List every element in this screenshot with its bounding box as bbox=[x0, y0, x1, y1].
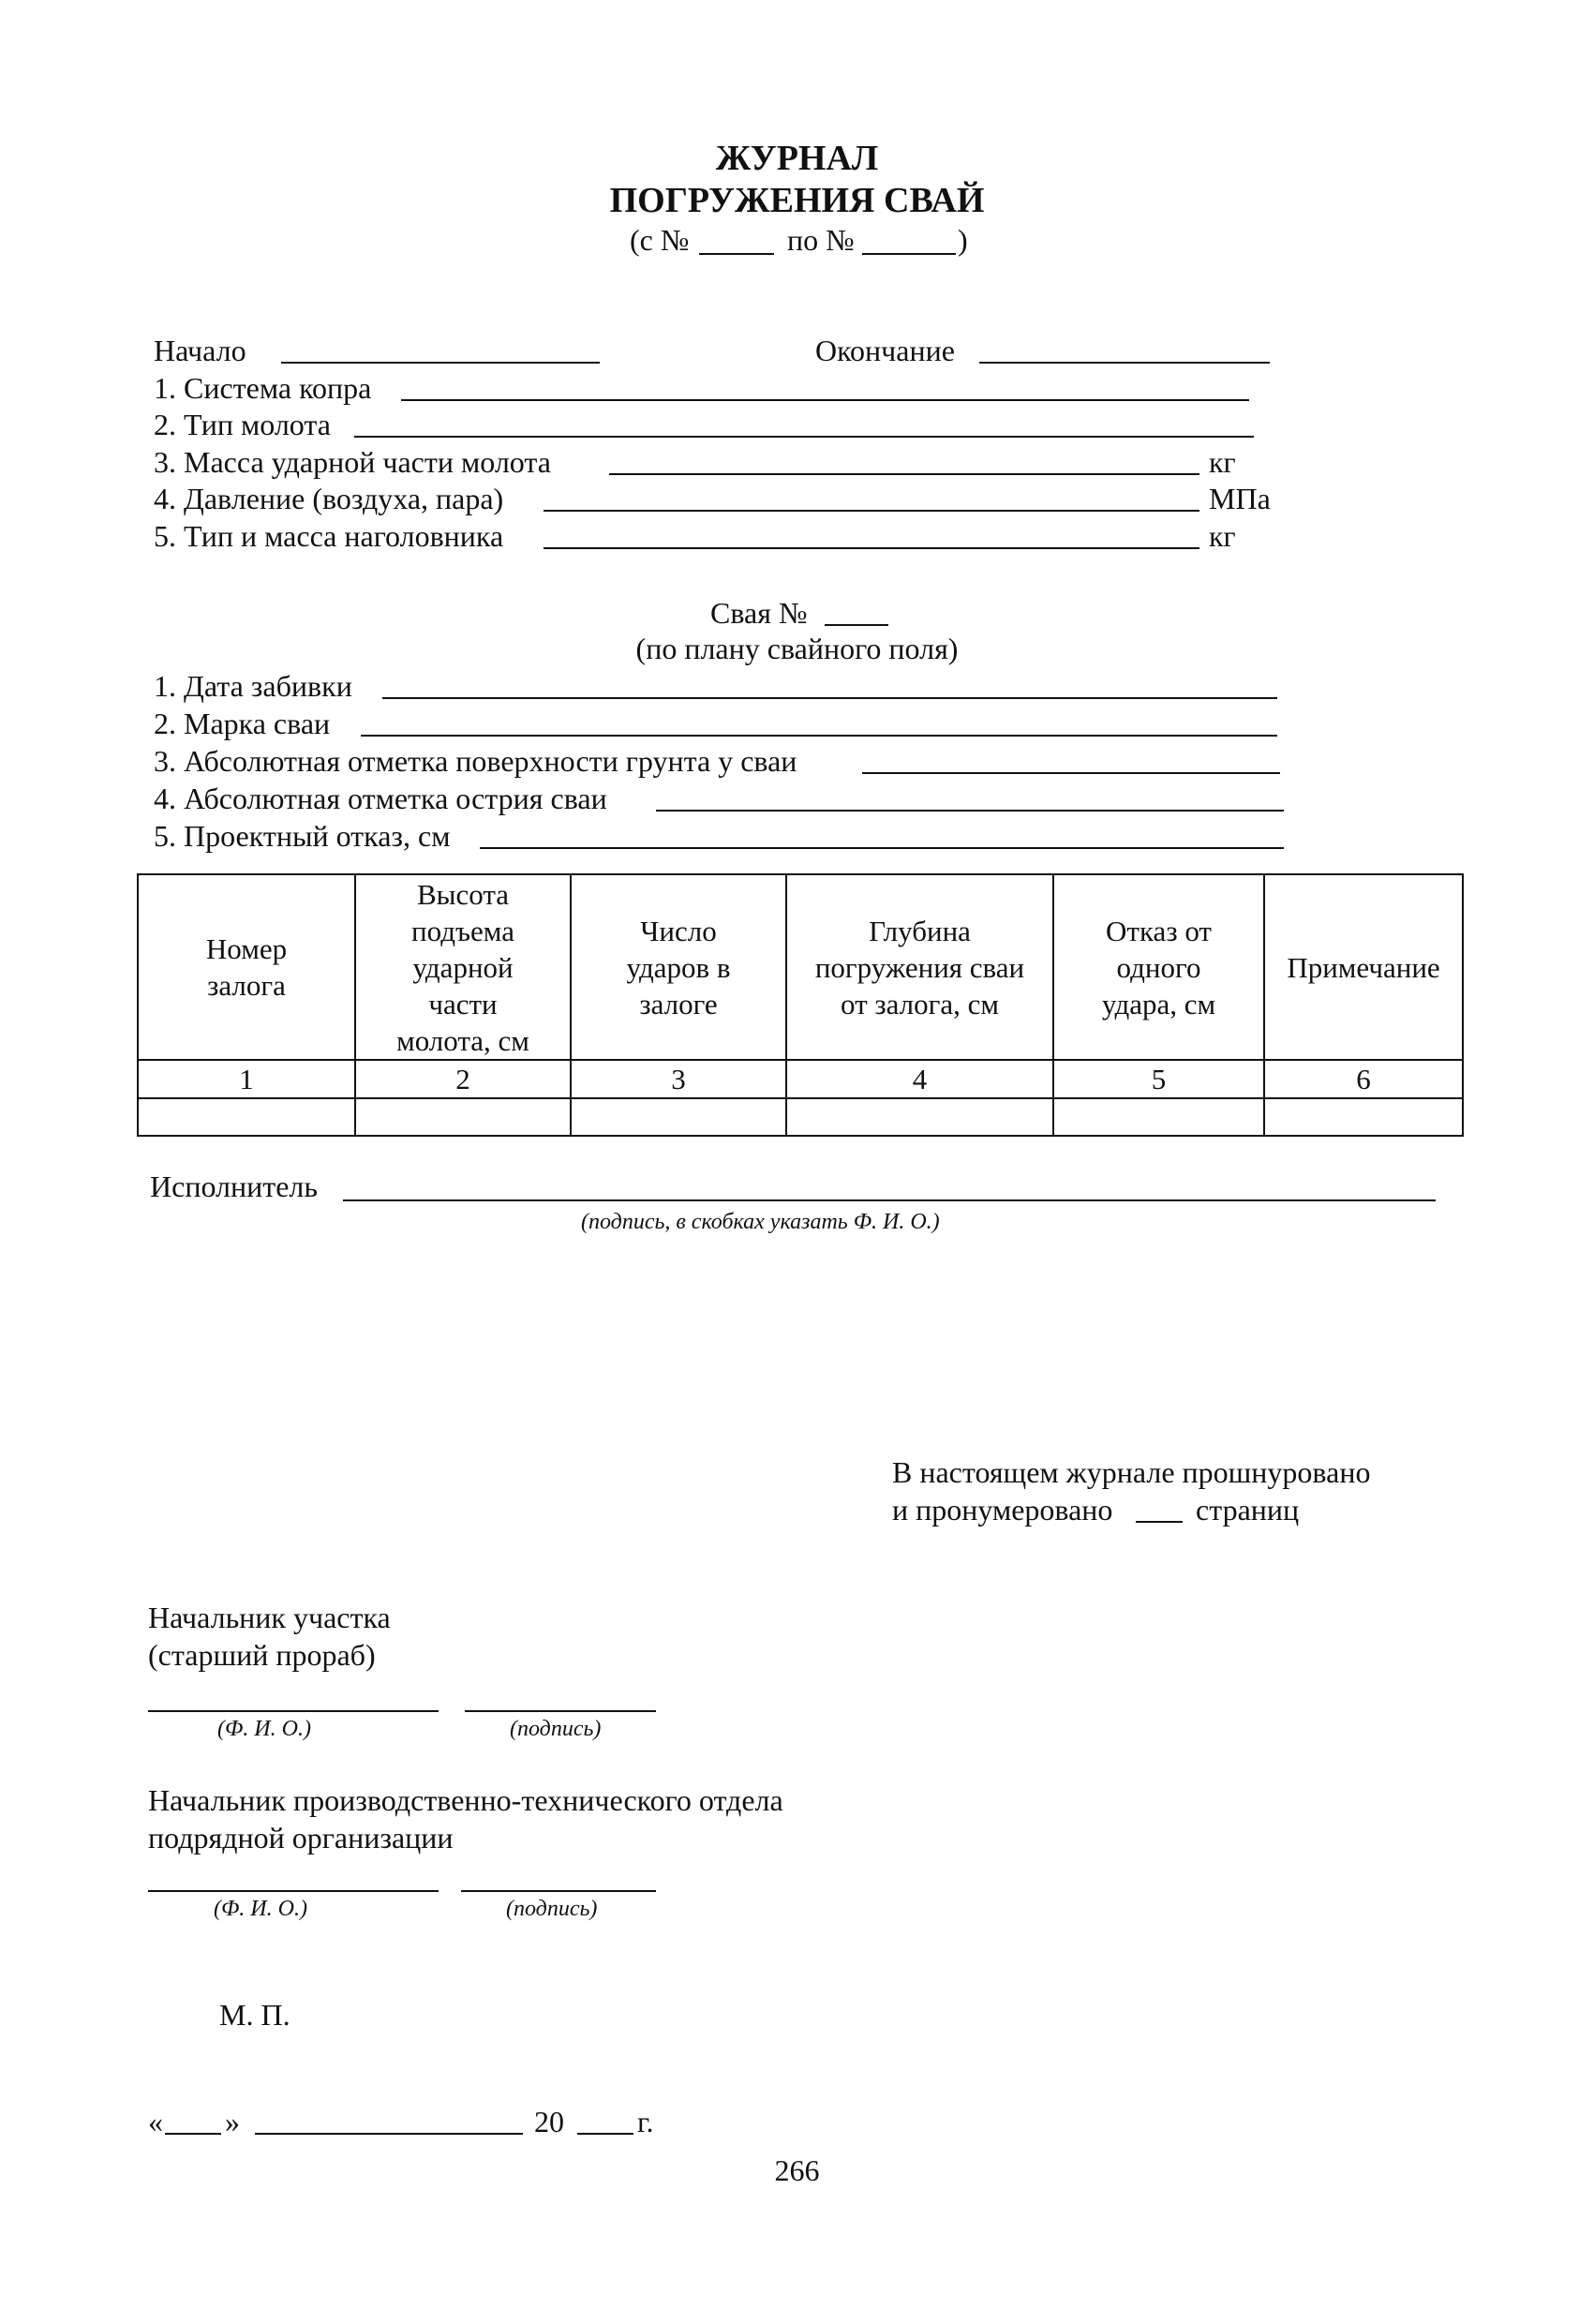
pto-chief-sign-field[interactable] bbox=[461, 1890, 656, 1892]
pile-field-2[interactable] bbox=[361, 735, 1277, 737]
executor-label: Исполнитель bbox=[150, 1169, 318, 1203]
table-cell[interactable] bbox=[355, 1098, 571, 1136]
date-close-quote: » bbox=[225, 2105, 240, 2138]
table-cell[interactable] bbox=[786, 1098, 1053, 1136]
page-count-field[interactable] bbox=[1136, 1521, 1183, 1523]
equipment-unit-4: МПа bbox=[1209, 482, 1271, 515]
journal-title: ЖУРНАЛ bbox=[715, 139, 879, 178]
range-from-label: (с № bbox=[630, 223, 690, 257]
pile-field-label-2: 2. Марка сваи bbox=[154, 707, 331, 740]
site-chief-subtitle: (старший прораб) bbox=[148, 1638, 376, 1672]
column-number-4: 4 bbox=[786, 1060, 1053, 1098]
date-day-field[interactable] bbox=[165, 2133, 221, 2135]
end-label: Окончание bbox=[815, 334, 955, 367]
equipment-label-1: 1. Система копра bbox=[154, 371, 372, 405]
pile-heading: Свая № bbox=[710, 596, 808, 630]
pile-field-5[interactable] bbox=[480, 847, 1284, 849]
column-number-3: 3 bbox=[571, 1060, 786, 1098]
column-number-1: 1 bbox=[138, 1060, 355, 1098]
date-year-field[interactable] bbox=[577, 2133, 633, 2135]
range-to-label: по № bbox=[787, 223, 855, 257]
column-number-5: 5 bbox=[1053, 1060, 1264, 1098]
site-chief-sign-hint: (подпись) bbox=[510, 1717, 602, 1741]
equipment-field-5[interactable] bbox=[544, 547, 1199, 549]
pile-field-label-4: 4. Абсолютная отметка острия сваи bbox=[154, 782, 607, 815]
equipment-unit-3: кг bbox=[1209, 445, 1236, 479]
equipment-field-1[interactable] bbox=[401, 399, 1249, 401]
journal-note-line1: В настоящем журнале прошнуровано bbox=[892, 1455, 1371, 1489]
start-label: Начало bbox=[154, 334, 246, 367]
table-cell[interactable] bbox=[571, 1098, 786, 1136]
equipment-label-2: 2. Тип молота bbox=[154, 408, 331, 441]
site-chief-title: Начальник участка bbox=[148, 1601, 391, 1634]
table-cell[interactable] bbox=[1264, 1098, 1463, 1136]
range-from-blank[interactable] bbox=[699, 253, 774, 255]
pile-field-label-5: 5. Проектный отказ, см bbox=[154, 819, 451, 853]
stamp-place: М. П. bbox=[219, 1998, 290, 2032]
table-cell[interactable] bbox=[1053, 1098, 1264, 1136]
column-header-5: Отказ от одного удара, см bbox=[1053, 874, 1264, 1060]
pile-field-1[interactable] bbox=[382, 697, 1277, 699]
pto-chief-subtitle: подрядной организации bbox=[148, 1821, 454, 1855]
column-header-6: Примечание bbox=[1264, 874, 1463, 1060]
site-chief-fio-hint: (Ф. И. О.) bbox=[217, 1717, 311, 1741]
column-header-2: Высота подъема ударной части молота, см bbox=[355, 874, 571, 1060]
journal-note-suffix: страниц bbox=[1196, 1493, 1300, 1527]
column-number-6: 6 bbox=[1264, 1060, 1463, 1098]
pile-field-3[interactable] bbox=[862, 772, 1280, 774]
range-to-blank[interactable] bbox=[862, 253, 956, 255]
equipment-unit-5: кг bbox=[1209, 519, 1236, 553]
date-month-field[interactable] bbox=[255, 2133, 523, 2135]
date-open-quote: « bbox=[148, 2105, 163, 2138]
journal-subtitle: ПОГРУЖЕНИЯ СВАЙ bbox=[609, 181, 985, 220]
pto-chief-fio-hint: (Ф. И. О.) bbox=[214, 1897, 307, 1921]
pto-chief-sign-hint: (подпись) bbox=[506, 1897, 598, 1921]
equipment-field-3[interactable] bbox=[609, 473, 1199, 475]
executor-signature-field[interactable] bbox=[343, 1199, 1436, 1201]
end-field[interactable] bbox=[979, 362, 1270, 364]
column-number-2: 2 bbox=[355, 1060, 571, 1098]
pile-subheading: (по плану свайного поля) bbox=[635, 632, 959, 665]
site-chief-sign-field[interactable] bbox=[465, 1710, 656, 1712]
start-field[interactable] bbox=[281, 362, 600, 364]
range-close: ) bbox=[958, 223, 968, 257]
pile-field-label-1: 1. Дата забивки bbox=[154, 669, 352, 703]
column-header-4: Глубина погружения сваи от залога, см bbox=[786, 874, 1053, 1060]
pile-field-4[interactable] bbox=[656, 810, 1284, 812]
column-header-3: Число ударов в залоге bbox=[571, 874, 786, 1060]
equipment-label-3: 3. Масса ударной части молота bbox=[154, 445, 551, 479]
date-year-suffix: г. bbox=[637, 2105, 654, 2138]
equipment-label-4: 4. Давление (воздуха, пара) bbox=[154, 482, 504, 515]
site-chief-fio-field[interactable] bbox=[148, 1710, 439, 1712]
date-year-prefix: 20 bbox=[534, 2105, 564, 2138]
table-header-row bbox=[138, 874, 1463, 1060]
equipment-field-2[interactable] bbox=[354, 436, 1254, 438]
executor-hint: (подпись, в скобках указать Ф. И. О.) bbox=[581, 1210, 940, 1234]
column-header-1: Номер залога bbox=[138, 874, 355, 1060]
equipment-field-4[interactable] bbox=[544, 510, 1199, 512]
driving-log-table bbox=[137, 873, 1464, 1137]
pile-field-label-3: 3. Абсолютная отметка поверхности грунта у сваи bbox=[154, 744, 797, 778]
page-number: 266 bbox=[774, 2153, 820, 2187]
equipment-label-5: 5. Тип и масса наголовника bbox=[154, 519, 504, 553]
pto-chief-fio-field[interactable] bbox=[148, 1890, 439, 1892]
pto-chief-title: Начальник производственно-технического отдела bbox=[148, 1783, 783, 1817]
table-cell[interactable] bbox=[138, 1098, 355, 1136]
pile-number-field[interactable] bbox=[825, 624, 888, 626]
table-number-row bbox=[138, 1060, 1463, 1098]
journal-note-prefix: и пронумеровано bbox=[892, 1493, 1113, 1527]
table-row bbox=[138, 1098, 1463, 1136]
